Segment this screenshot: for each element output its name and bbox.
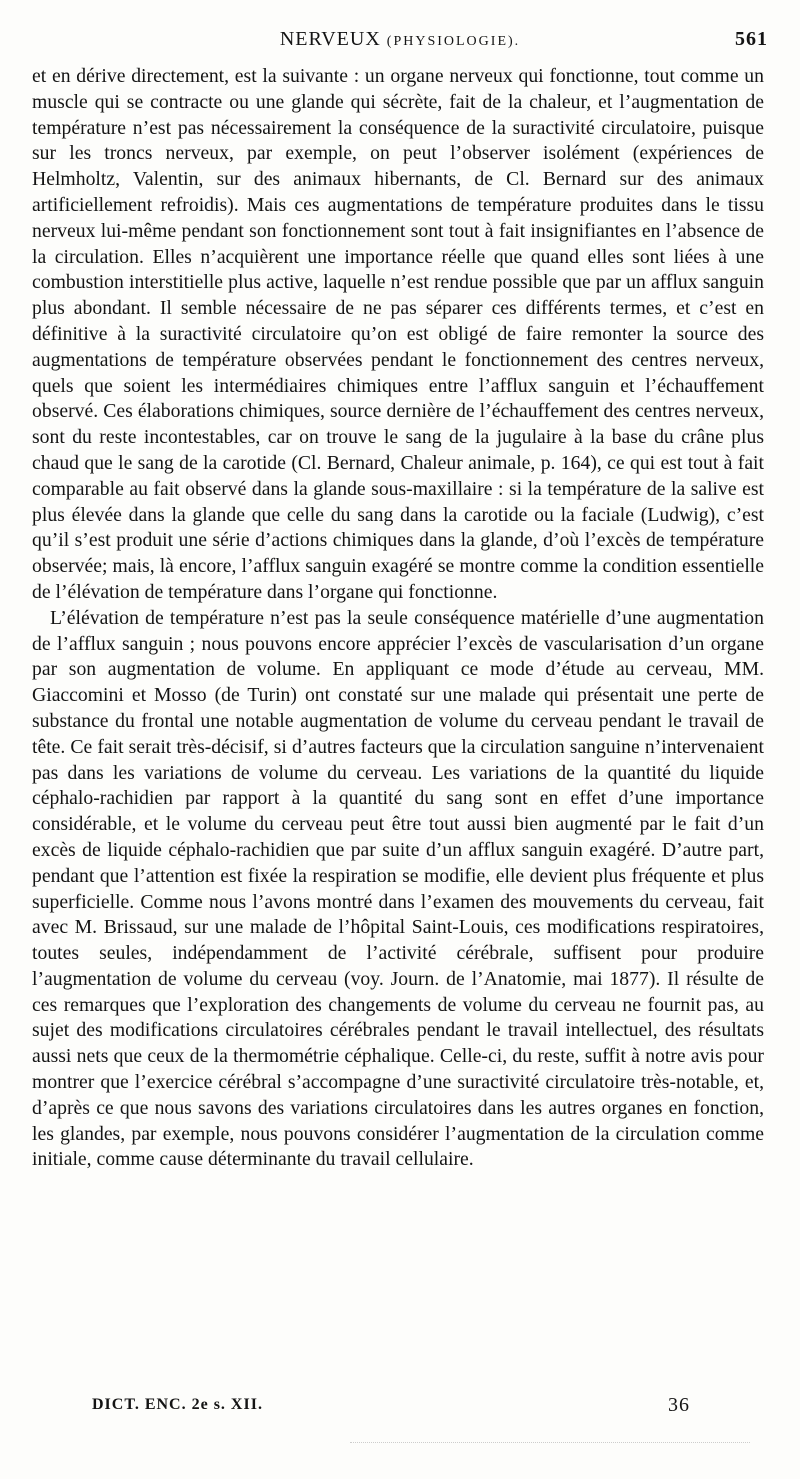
bleed-through-marks [350, 1442, 750, 1449]
page-number: 561 [735, 28, 768, 50]
paragraph: L’élévation de température n’est pas la seule conséquence matérielle d’une augmentation de l’afflux sanguin ; nous pouvons encore apprécier l’excès de vascularisation d’un organe par son augmentation de volume. En appliquant ce mode d’étude au cerveau, MM. Giaccomini et Mosso (de Turin) ont constaté sur une malade qui présentait une perte de substance du frontal une notable augmentation de volume du cerveau pendant le travail de tête. Ce fait serait très-décisif, si d’autres facteurs que la circulation sanguine n’intervenaient pas dans les variations de volume du cerveau. Les variations de la quantité du liquide céphalo-rachidien par rapport à la quantité du sang sont en effet d’une importance considérable, et le volume du cerveau peut être tout aussi bien augmenté par le fait d’un excès de liquide céphalo-rachidien que par suite d’un afflux sanguin exagéré. D’autre part, pendant que l’attention est fixée la respiration se modifie, elle devient plus fréquente et plus superficielle. Comme nous l’avons montré dans l’examen des mouvements du cerveau, fait avec M. Brissaud, sur une malade de l’hôpital Saint-Louis, ces modifications respiratoires, toutes seules, indépendamment de l’activité cérébrale, suffisent pour produire l’augmentation de volume du cerveau (voy. Journ. de l’Anatomie, mai 1877). Il résulte de ces remarques que l’exploration des changements de volume du cerveau ne fournit pas, au sujet des modifications circulatoires cérébrales pendant le travail intellectuel, des résultats aussi nets que ceux de la thermométrie céphalique. Celle-ci, du reste, suffit à notre avis pour montrer que l’exercice cérébral s’accompagne d’une suractivité circulatoire très-notable, et, d’après ce que nous savons des variations circulatoires dans les autres organes en fonction, les glandes, par exemple, nous pouvons considérer l’augmentation de la circulation comme initiale, comme cause déterminante du travail cellulaire. [32, 606, 764, 1171]
running-head-title [32, 28, 768, 51]
body-text [32, 64, 764, 1173]
signature-mark: DICT. ENC. 2e s. XII. [92, 1396, 263, 1413]
running-header [32, 28, 768, 58]
running-title: NERVEUX [279, 28, 381, 50]
running-subtitle: (PHYSIOLOGIE). [386, 34, 521, 49]
page-footer [60, 1394, 740, 1424]
paragraph-continued: et en dérive directement, est la suivante : un organe nerveux qui fonctionne, tout comme un muscle qui se contracte ou une glande qui sécrète, fait de la chaleur, et l’augmentation de température n’est pas nécessairement la conséquence de la suractivité circulatoire, puisque sur les troncs nerveux, par exemple, on peut l’observer isolément (expériences de Helmholtz, Valentin, sur des animaux hibernants, de Cl. Bernard sur des animaux artificiellement refroidis). Mais ces augmentations de température produites dans le tissu nerveux lui-même pendant son fonctionnement sont tout à fait insignifiantes en l’absence de la circulation. Elles n’acquièrent une importance réelle que quand elles sont liées à une combustion interstitielle plus active, laquelle n’est rendue possible que par un afflux sanguin plus abondant. Il semble nécessaire de ne pas séparer ces différents termes, et c’est en définitive à la suractivité circulatoire qu’on est obligé de faire remonter la source des augmentations de température observées pendant le fonctionnement des centres nerveux, quels que soient les intermédiaires chimiques entre l’afflux sanguin et l’échauffement observé. Ces élaborations chimiques, source dernière de l’échauffement des centres nerveux, sont du reste incontestables, car on trouve le sang de la jugulaire à la base du crâne plus chaud que le sang de la carotide (Cl. Bernard, Chaleur animale, p. 164), ce qui est tout à fait comparable au fait observé dans la glande sous-maxillaire : si la température de la salive est plus élevée dans la glande que celle du sang dans la carotide ou la faciale (Ludwig), c’est qu’il s’est produit une série d’actions chimiques dans la glande, d’où l’excès de température observée; mais, là encore, l’afflux sanguin exagéré se montre comme la condition essentielle de l’élévation de température dans l’organe qui fonctionne. [32, 65, 764, 603]
gathering-number: 36 [668, 1394, 690, 1416]
